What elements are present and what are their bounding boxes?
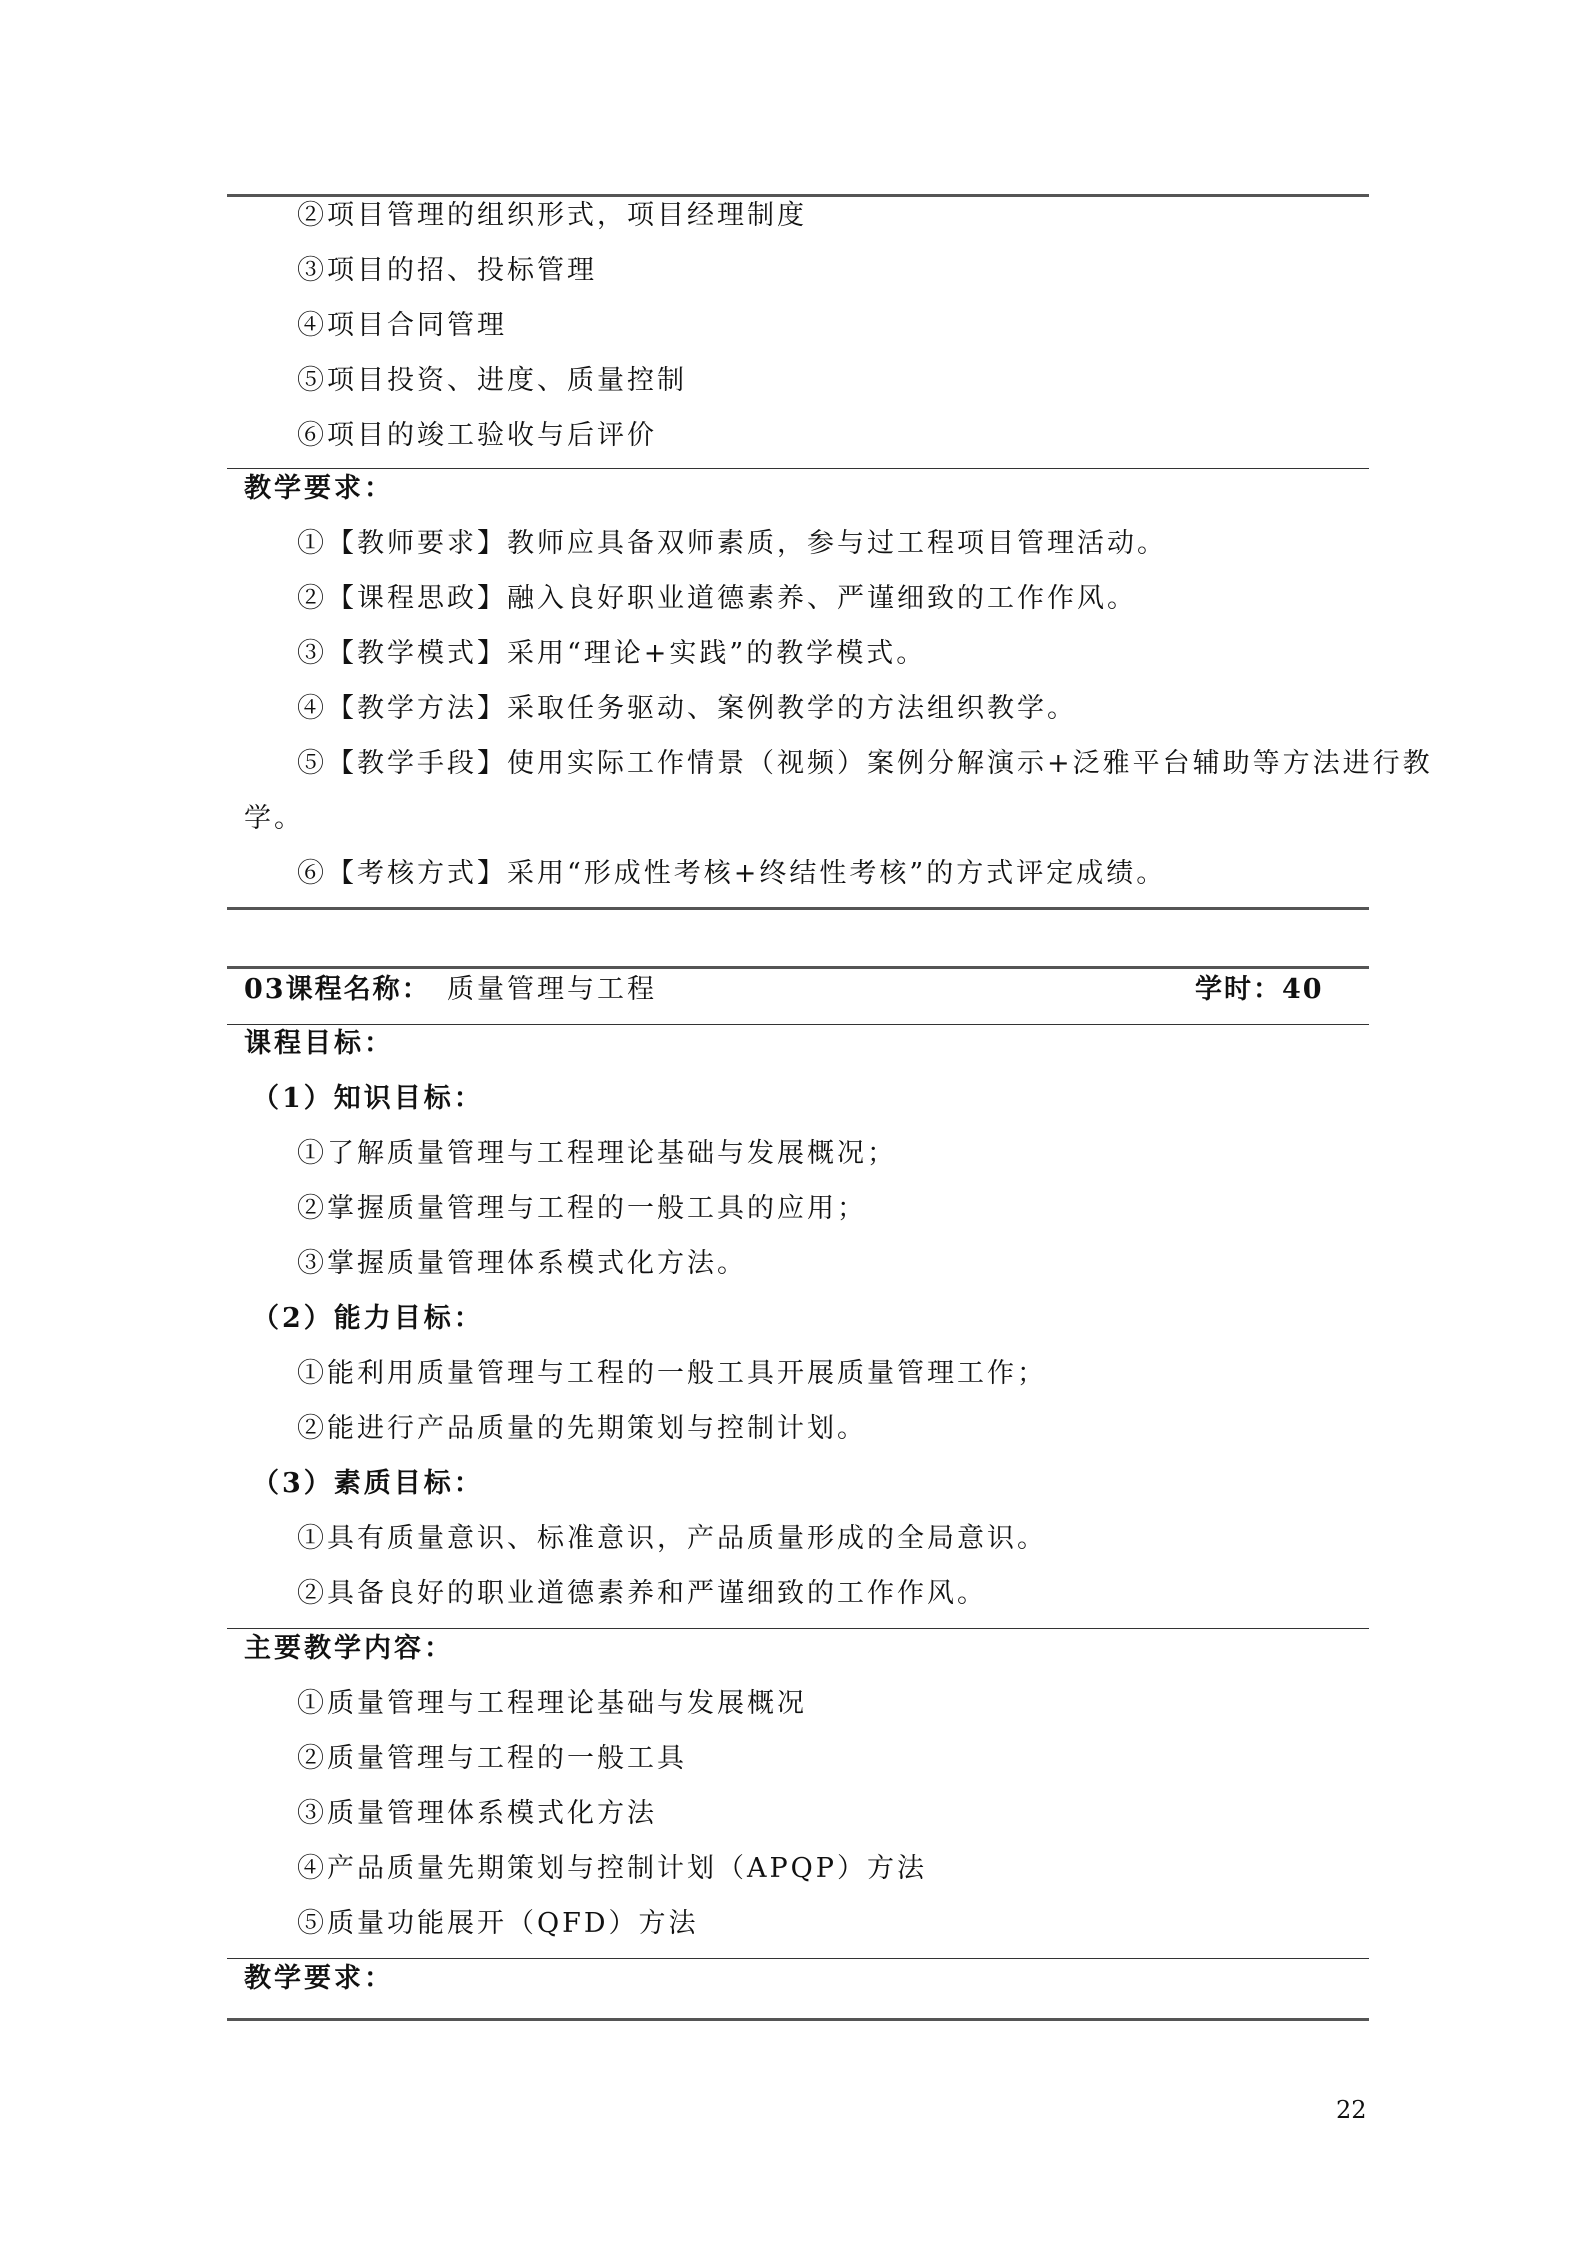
knowledge-objective-item: ②掌握质量管理与工程的一般工具的应用； xyxy=(297,1193,867,1224)
prev-content-item: ④项目合同管理 xyxy=(297,310,507,341)
row-divider xyxy=(227,1958,1369,1959)
content-heading: 主要教学内容： xyxy=(244,1633,454,1664)
content-item: ③质量管理体系模式化方法 xyxy=(297,1798,657,1829)
content-item: ④产品质量先期策划与控制计划（APQP）方法 xyxy=(297,1853,927,1884)
objectives-heading: 课程目标： xyxy=(244,1028,394,1059)
quality-objective-item: ②具备良好的职业道德素养和严谨细致的工作作风。 xyxy=(297,1578,987,1609)
knowledge-objectives-heading: （1）知识目标： xyxy=(252,1083,484,1114)
requirement-item: ③【教学模式】采用“理论+实践”的教学模式。 xyxy=(297,638,927,669)
quality-objective-item: ①具有质量意识、标准意识，产品质量形成的全局意识。 xyxy=(297,1523,1047,1554)
prev-content-item: ②项目管理的组织形式，项目经理制度 xyxy=(297,200,807,231)
course-name: 质量管理与工程 xyxy=(447,974,657,1005)
requirement-item: ①【教师要求】教师应具备双师素质，参与过工程项目管理活动。 xyxy=(297,528,1167,559)
requirement-item: ⑤【教学手段】使用实际工作情景（视频）案例分解演示+泛雅平台辅助等方法进行教 xyxy=(297,748,1433,779)
course-hours: 学时：40 xyxy=(1195,974,1324,1005)
ability-objective-item: ②能进行产品质量的先期策划与控制计划。 xyxy=(297,1413,867,1444)
course-name-label: 03课程名称： xyxy=(244,974,431,1005)
requirements-heading: 教学要求： xyxy=(244,473,394,504)
row-divider xyxy=(227,1024,1369,1025)
requirements-heading: 教学要求： xyxy=(244,1963,394,1994)
content-item: ⑤质量功能展开（QFD）方法 xyxy=(297,1908,699,1939)
prev-content-item: ⑤项目投资、进度、质量控制 xyxy=(297,365,687,396)
requirement-item: ④【教学方法】采取任务驱动、案例教学的方法组织教学。 xyxy=(297,693,1077,724)
content-item: ②质量管理与工程的一般工具 xyxy=(297,1743,687,1774)
page-number: 22 xyxy=(1336,2096,1367,2124)
ability-objective-item: ①能利用质量管理与工程的一般工具开展质量管理工作； xyxy=(297,1358,1047,1389)
prev-content-item: ⑥项目的竣工验收与后评价 xyxy=(297,420,657,451)
content-item: ①质量管理与工程理论基础与发展概况 xyxy=(297,1688,807,1719)
course-bottom-rule xyxy=(227,2018,1369,2021)
section-bottom-rule xyxy=(227,907,1369,910)
requirement-item: ②【课程思政】融入良好职业道德素养、严谨细致的工作作风。 xyxy=(297,583,1137,614)
row-divider xyxy=(227,468,1369,469)
ability-objectives-heading: （2）能力目标： xyxy=(252,1303,484,1334)
quality-objectives-heading: （3）素质目标： xyxy=(252,1468,484,1499)
requirement-item-continuation: 学。 xyxy=(244,803,304,834)
prev-content-item: ③项目的招、投标管理 xyxy=(297,255,597,286)
requirement-item: ⑥【考核方式】采用“形成性考核+终结性考核”的方式评定成绩。 xyxy=(297,858,1167,889)
knowledge-objective-item: ①了解质量管理与工程理论基础与发展概况； xyxy=(297,1138,897,1169)
knowledge-objective-item: ③掌握质量管理体系模式化方法。 xyxy=(297,1248,747,1279)
